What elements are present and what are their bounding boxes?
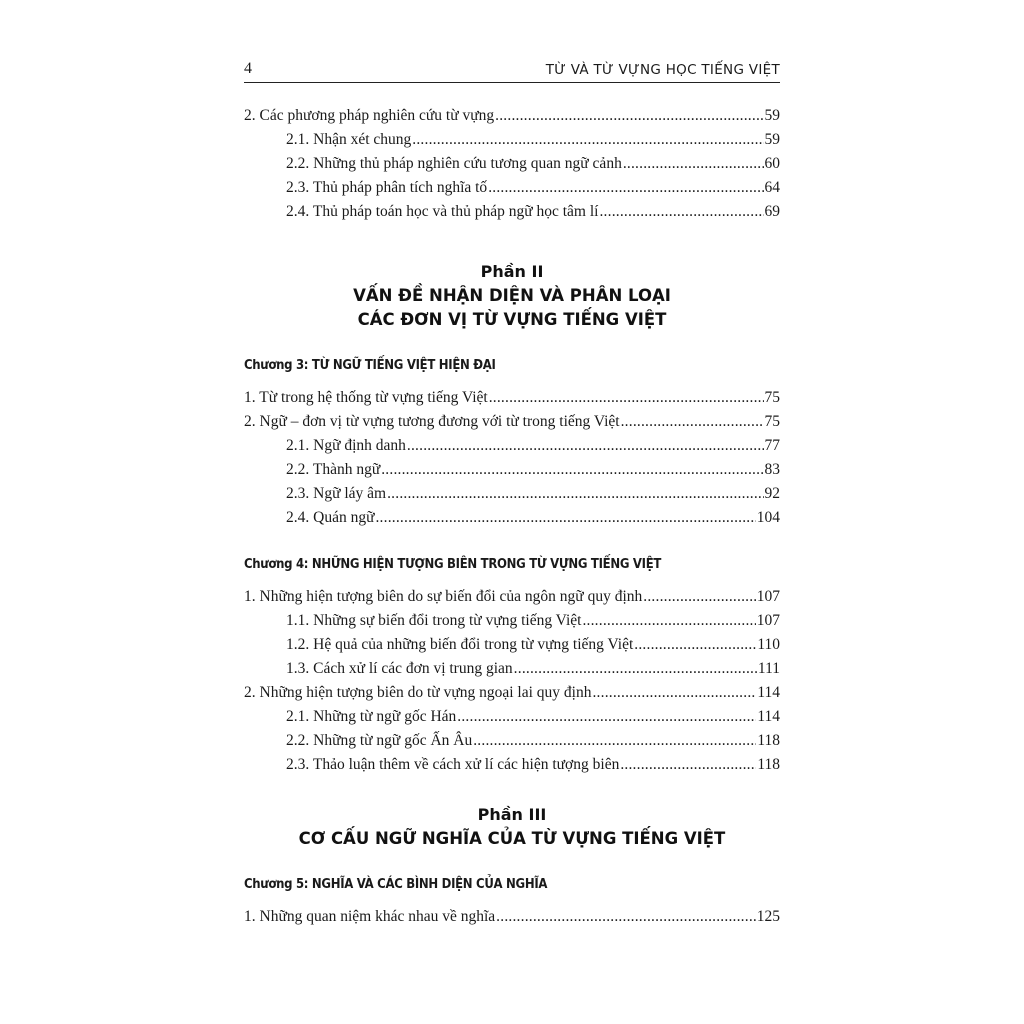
toc-entry[interactable]: 2.2. Những thủ pháp nghiên cứu tương quan ngữ cảnh ..... 60: [286, 155, 780, 175]
toc-entry[interactable]: 2.2. Những từ ngữ gốc Ấn Âu ..... 118: [286, 732, 780, 752]
toc-entry[interactable]: 1. Từ trong hệ thống từ vựng tiếng Việt ..... 75: [244, 389, 780, 409]
toc-entry[interactable]: 2.3. Thảo luận thêm về cách xử lí các hiện tượng biên ..... 118: [286, 756, 780, 776]
chapter-heading[interactable]: Chương 5: NGHĨA VÀ CÁC BÌNH DIỆN CỦA NGHĨA: [244, 877, 548, 892]
toc-entry[interactable]: 1. Những hiện tượng biên do sự biến đổi của ngôn ngữ quy định ..... 107: [244, 588, 780, 608]
toc-entry[interactable]: 2. Các phương pháp nghiên cứu từ vựng ..... 59: [244, 107, 780, 127]
part-label: Phần II: [480, 262, 544, 281]
running-header: [244, 62, 780, 83]
chapter-heading[interactable]: Chương 4: NHỮNG HIỆN TƯỢNG BIÊN TRONG TỪ VỰNG TIẾNG VIỆT: [244, 557, 662, 572]
toc-entry[interactable]: 2.2. Thành ngữ ..... 83: [286, 461, 780, 481]
part-label: Phần III: [477, 805, 547, 824]
part-title-line-1: CƠ CẤU NGỮ NGHĨA CỦA TỪ VỰNG TIẾNG VIỆT: [298, 829, 726, 848]
toc-entry[interactable]: 2.1. Ngữ định danh ..... 77: [286, 437, 780, 457]
toc-entry[interactable]: 1. Những quan niệm khác nhau về nghĩa ..... 125: [244, 908, 780, 928]
toc-entry[interactable]: 2.3. Ngữ láy âm ..... 92: [286, 485, 780, 505]
part-title-line-2: CÁC ĐƠN VỊ TỪ VỰNG TIẾNG VIỆT: [357, 310, 667, 329]
toc-entry[interactable]: 2.4. Thủ pháp toán học và thủ pháp ngữ học tâm lí ..... 69: [286, 203, 780, 223]
toc-entry[interactable]: 2. Những hiện tượng biên do từ vựng ngoại lai quy định ..... 114: [244, 684, 780, 704]
chapter-heading[interactable]: Chương 3: TỪ NGỮ TIẾNG VIỆT HIỆN ĐẠI: [244, 358, 496, 373]
running-title: TỪ VÀ TỪ VỰNG HỌC TIẾNG VIỆT: [545, 62, 780, 78]
toc-entry[interactable]: 1.1. Những sự biến đổi trong từ vựng tiếng Việt ..... 107: [286, 612, 780, 632]
toc-entry[interactable]: 2.1. Những từ ngữ gốc Hán ..... 114: [286, 708, 780, 728]
toc-entry[interactable]: 1.2. Hệ quả của những biến đổi trong từ vựng tiếng Việt ..... 110: [286, 636, 780, 656]
toc-entry[interactable]: 2.3. Thủ pháp phân tích nghĩa tố ..... 64: [286, 179, 780, 199]
toc-entry[interactable]: 2.1. Nhận xét chung ..... 59: [286, 131, 780, 151]
toc-entry[interactable]: 1.3. Cách xử lí các đơn vị trung gian ..... 111: [286, 660, 780, 680]
toc-entry[interactable]: 2. Ngữ – đơn vị từ vựng tương đương với từ trong tiếng Việt ..... 75: [244, 413, 780, 433]
page-number: 4: [244, 60, 252, 77]
toc-entry[interactable]: 2.4. Quán ngữ ..... 104: [286, 509, 780, 529]
part-title-line-1: VẤN ĐỀ NHẬN DIỆN VÀ PHÂN LOẠI: [353, 286, 671, 305]
